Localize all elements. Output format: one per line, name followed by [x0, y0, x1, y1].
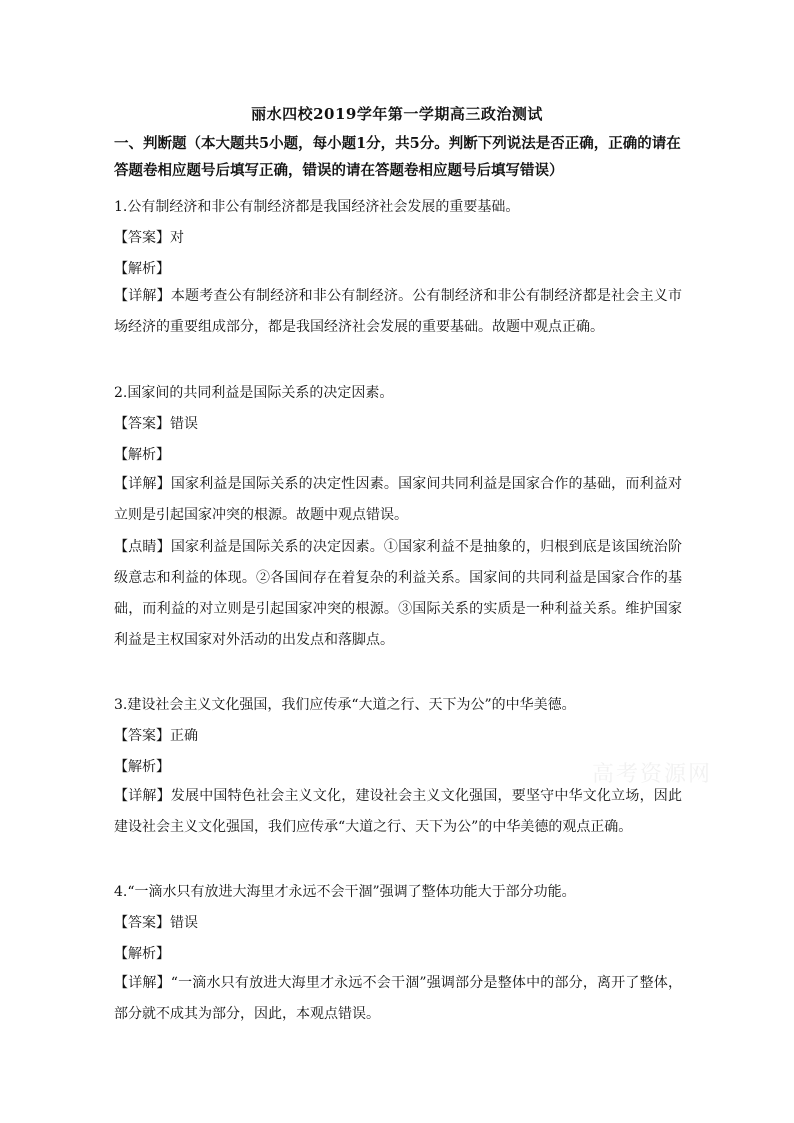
- analysis-label-2: 【解析】: [114, 447, 170, 463]
- analysis-label-3: 【解析】: [114, 759, 170, 775]
- comment-2: 【点睛】国家利益是国际关系的决定因素。①国家利益不是抽象的，归根到底是该国统治阶级意志和利益的体现。②各国间存在着复杂的利益关系。国家间的共同利益是国家合作的基础，而利益的对立则是引起国家冲突的根源。③国际关系的实质是一种利益关系。维护国家利益是主权国家对外活动的出发点和落脚点。: [114, 539, 682, 648]
- analysis-label-4: 【解析】: [114, 946, 170, 962]
- detail-4: 【详解】“一滴水只有放进大海里才永远不会干涸”强调部分是整体中的部分，离开了整体，部分就不成其为部分，因此，本观点错误。: [114, 975, 682, 1022]
- question-4: 4.“一滴水只有放进大海里才永远不会干涸”强调了整体功能大于部分功能。: [114, 884, 576, 900]
- watermark: 高考资源网: [592, 762, 713, 787]
- detail-2: 【详解】国家利益是国际关系的决定性因素。国家间共同利益是国家合作的基础，而利益对立则是引起国家冲突的根源。故题中观点错误。: [114, 476, 682, 523]
- analysis-label-1: 【解析】: [114, 261, 170, 277]
- answer-4: 【答案】错误: [114, 915, 198, 931]
- answer-1: 【答案】对: [114, 230, 184, 246]
- section-heading: 一、判断题（本大题共5小题，每小题1分，共5分。判断下列说法是否正确，正确的请在答题卷相应题号后填写正确，错误的请在答题卷相应题号后填写错误）: [114, 135, 681, 179]
- answer-2: 【答案】错误: [114, 416, 198, 432]
- question-1: 1.公有制经济和非公有制经济都是我国经济社会发展的重要基础。: [114, 199, 520, 215]
- answer-3: 【答案】正确: [114, 728, 198, 744]
- detail-3: 【详解】发展中国特色社会主义文化，建设社会主义文化强国，要坚守中华文化立场，因此建设社会主义文化强国，我们应传承“大道之行、天下为公”的中华美德的观点正确。: [114, 788, 682, 835]
- question-2: 2.国家间的共同利益是国际关系的决定因素。: [114, 385, 394, 401]
- detail-1: 【详解】本题考查公有制经济和非公有制经济。公有制经济和非公有制经济都是社会主义市场经济的重要组成部分，都是我国经济社会发展的重要基础。故题中观点正确。: [114, 288, 682, 335]
- document-title: 丽水四校2019学年第一学期高三政治测试: [251, 105, 543, 123]
- question-3: 3.建设社会主义文化强国，我们应传承“大道之行、天下为公”的中华美德。: [114, 697, 576, 713]
